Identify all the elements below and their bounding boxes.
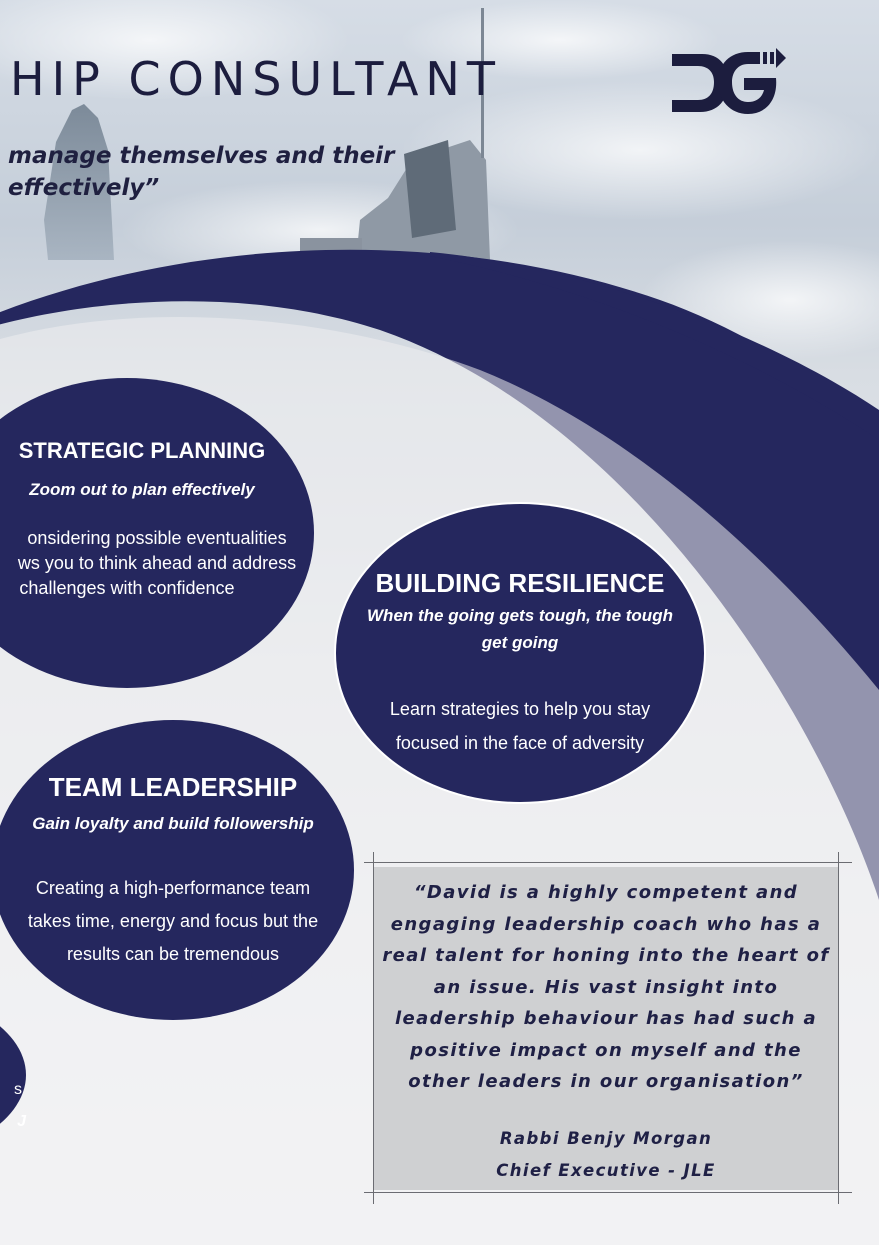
body-line: takes time, energy and focus but the bbox=[27, 911, 319, 931]
testimonial-role: Chief Executive - JLE bbox=[496, 1161, 716, 1180]
page-title: HIP CONSULTANT bbox=[10, 52, 502, 106]
tagline bbox=[8, 140, 394, 204]
circle-heading: STRATEGIC PLANNING bbox=[18, 438, 266, 463]
circle-text-fragment: J bbox=[17, 1113, 26, 1130]
body-line: Learn strategies to help you stay bbox=[389, 699, 651, 719]
building-resilience-circle bbox=[336, 504, 704, 802]
crop-mark bbox=[373, 852, 374, 1204]
body-line: Creating a high-performance team bbox=[35, 878, 311, 898]
body-line: onsidering possible eventualities bbox=[27, 528, 287, 548]
tagline-line: manage themselves and their bbox=[8, 143, 395, 169]
testimonial-box bbox=[374, 867, 838, 1190]
body-line: results can be tremendous bbox=[66, 944, 280, 964]
circle-body bbox=[6, 872, 340, 971]
circle-subheading: When the going gets tough, the tough get going bbox=[367, 606, 673, 652]
circle-subheading: Zoom out to plan effectively bbox=[29, 480, 255, 499]
circle-text-fragment: s bbox=[14, 1081, 22, 1098]
team-leadership-circle bbox=[0, 720, 354, 1020]
circle-body bbox=[366, 692, 674, 760]
body-line: ws you to think ahead and address bbox=[17, 553, 297, 573]
crop-mark bbox=[364, 1192, 852, 1193]
testimonial-quote: “David is a highly competent and engaging leadership coach who has a real talent for honing into the heart of an issue. His vast insight into leadership behaviour has had such a positive impact on myself and the other leaders in our organisation” bbox=[382, 882, 830, 1092]
circle-heading: BUILDING RESILIENCE bbox=[375, 568, 665, 598]
circle-heading: TEAM LEADERSHIP bbox=[48, 772, 298, 802]
body-line: focused in the face of adversity bbox=[395, 733, 645, 753]
circle-subheading: Gain loyalty and build followership bbox=[32, 814, 314, 833]
tagline-line: effectively” bbox=[8, 175, 160, 201]
body-line: challenges with confidence bbox=[19, 578, 235, 598]
crop-mark bbox=[364, 862, 852, 863]
crop-mark bbox=[838, 852, 839, 1204]
dg-logo-icon bbox=[668, 44, 788, 120]
testimonial-author: Rabbi Benjy Morgan bbox=[499, 1129, 713, 1148]
circle-body bbox=[0, 526, 314, 601]
